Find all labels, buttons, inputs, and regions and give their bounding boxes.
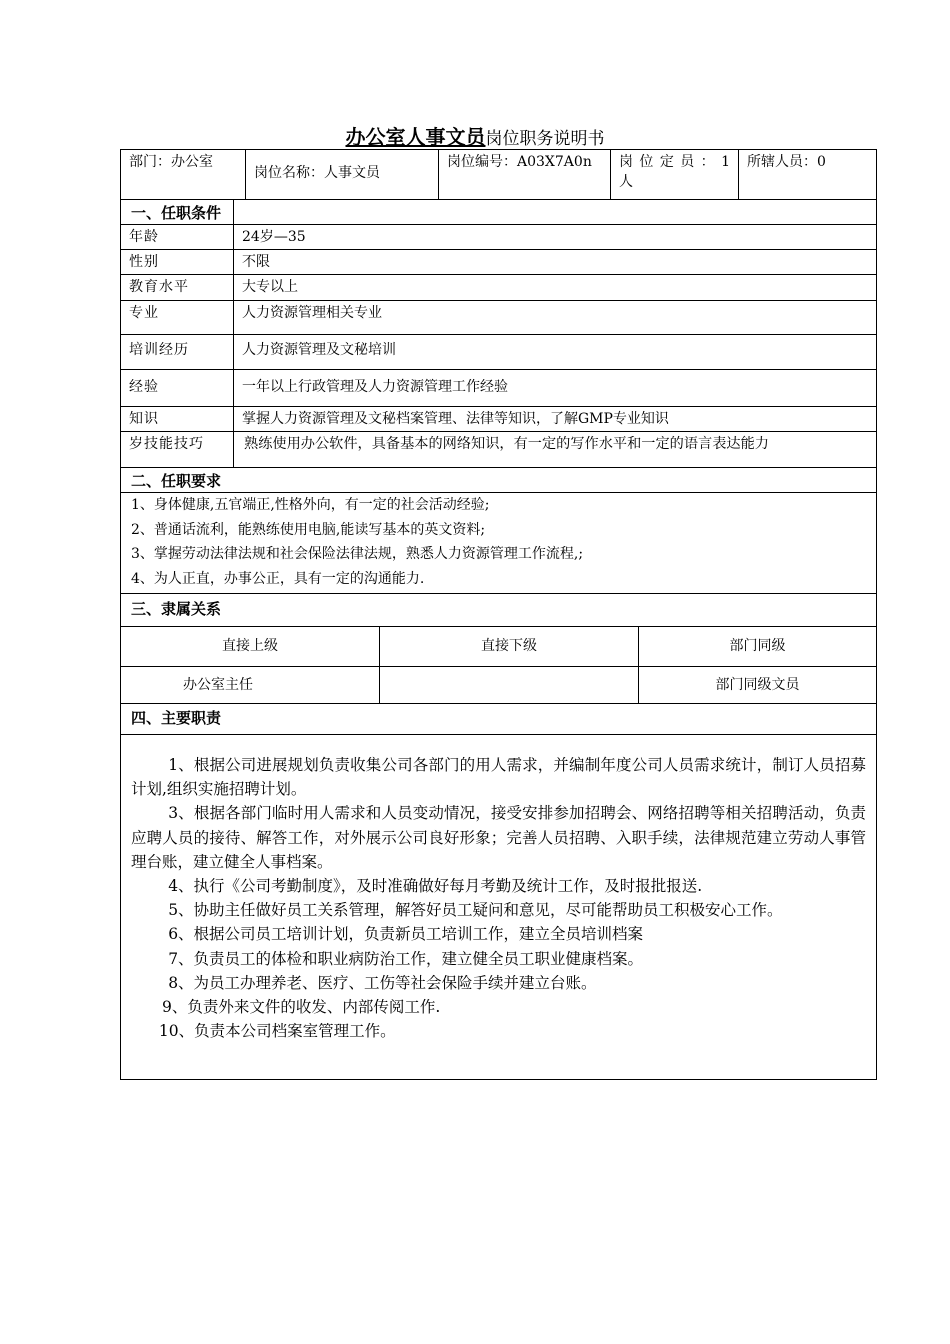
qual-label: 年龄	[121, 225, 234, 249]
relations-value-peer: 部门同级文员	[715, 677, 800, 693]
requirement-item: 3、掌握劳动法律法规和社会保险法律法规，熟悉人力资源管理工作流程,;	[131, 546, 584, 562]
qual-row-gender	[120, 250, 877, 275]
duty-item: 8、为员工办理养老、医疗、工伤等社会保险手续并建立台账。	[168, 973, 597, 992]
document-title	[0, 124, 950, 152]
duty-item: 4、执行《公司考勤制度》，及时准确做好每月考勤及统计工作，及时报批报送.	[168, 877, 703, 896]
relations-value-subordinate	[380, 667, 639, 703]
qual-label: 专业	[121, 301, 234, 334]
relations-heading: 三、隶属关系	[131, 600, 222, 618]
qual-value: 大专以上	[242, 279, 298, 295]
requirements-block	[120, 468, 877, 594]
qual-value: 24岁—35	[242, 229, 306, 245]
qualifications-heading: 一、任职条件	[121, 200, 234, 224]
qual-value: 熟练使用办公软件，具备基本的网络知识，有一定的写作水平和一定的语言表达能力	[244, 436, 769, 452]
qual-label: 知识	[121, 407, 234, 431]
subordinates-cell: 所辖人员：0	[747, 154, 826, 170]
requirement-item: 1、身体健康,五官端正,性格外向，有一定的社会活动经验;	[131, 497, 490, 513]
qual-row-knowledge	[120, 407, 877, 432]
relations-header-peer: 部门同级	[729, 638, 786, 654]
relations-header-row	[120, 627, 877, 667]
qual-label: 经验	[121, 370, 234, 406]
duty-item: 6、根据公司员工培训计划，负责新员工培训工作，建立全员培训档案	[168, 925, 644, 944]
title-rest-part: 岗位职务说明书	[485, 129, 605, 149]
duty-item: 3、根据各部门临时用人需求和人员变动情况，接受安排参加招聘会、网络招聘等相关招聘活动，负责应聘人员的接待、解答工作，对外展示公司良好形象；完善人员招聘、入职手续，法律规范建立劳动人事管理台账，建立健全人事档案。	[131, 804, 866, 871]
duty-item: 9、负责外来文件的收发、内部传阅工作.	[162, 998, 441, 1017]
relations-value-superior: 办公室主任	[121, 667, 380, 703]
duty-item: 1、根据公司进展规划负责收集公司各部门的用人需求，并编制年度公司人员需求统计，制订人员招募计划,组织实施招聘计划。	[131, 756, 866, 799]
requirement-item: 2、普通话流利，能熟练使用电脑,能读写基本的英文资料;	[131, 521, 486, 538]
header-row	[120, 149, 877, 200]
department-cell: 部门：办公室	[121, 150, 246, 199]
job-description-table	[120, 149, 877, 1080]
qual-label: 培训经历	[121, 335, 234, 369]
qual-row-experience	[120, 370, 877, 407]
duties-list	[121, 735, 876, 1043]
qual-value: 人力资源管理及文秘培训	[242, 342, 396, 358]
duty-item: 5、协助主任做好员工关系管理，解答好员工疑问和意见，尽可能帮助员工积极安心工作。	[168, 901, 783, 920]
title-bold-part: 办公室人事文员	[345, 125, 486, 149]
qual-value: 一年以上行政管理及人力资源管理工作经验	[242, 379, 508, 395]
duties-heading: 四、主要职责	[131, 709, 222, 727]
requirements-list	[121, 493, 876, 591]
duties-block	[120, 735, 877, 1080]
qual-label: 岁技能技巧	[121, 432, 234, 467]
relations-header-subordinate: 直接下级	[380, 627, 639, 666]
duty-item: 10、负责本公司档案室管理工作。	[158, 1022, 396, 1041]
qual-label: 教育水平	[121, 275, 234, 300]
qual-label: 性别	[121, 250, 234, 274]
qualifications-heading-row	[120, 200, 877, 225]
qual-row-age	[120, 225, 877, 250]
qual-value: 不限	[242, 254, 270, 270]
relations-heading-row	[120, 594, 877, 627]
position-name-cell: 岗位名称：人事文员	[246, 150, 439, 199]
relations-value-row	[120, 667, 877, 704]
qual-row-training	[120, 335, 877, 370]
qual-value: 掌握人力资源管理及文秘档案管理、法律等知识，了解GMP专业知识	[242, 411, 669, 427]
duty-item: 7、负责员工的体检和职业病防治工作，建立健全员工职业健康档案。	[168, 949, 644, 968]
duties-heading-row	[120, 704, 877, 735]
requirement-item: 4、为人正直，办事公正，具有一定的沟通能力.	[131, 570, 425, 587]
requirements-heading: 二、任职要求	[121, 468, 876, 493]
qual-row-skills	[120, 432, 877, 468]
qual-row-education	[120, 275, 877, 301]
relations-header-superior: 直接上级	[121, 627, 380, 666]
quota-cell: 岗 位 定 员 ： 1 人	[611, 150, 739, 199]
position-code-cell: 岗位编号：A03X7A0n	[439, 150, 611, 199]
qual-row-major	[120, 301, 877, 335]
qual-value: 人力资源管理相关专业	[242, 305, 382, 321]
